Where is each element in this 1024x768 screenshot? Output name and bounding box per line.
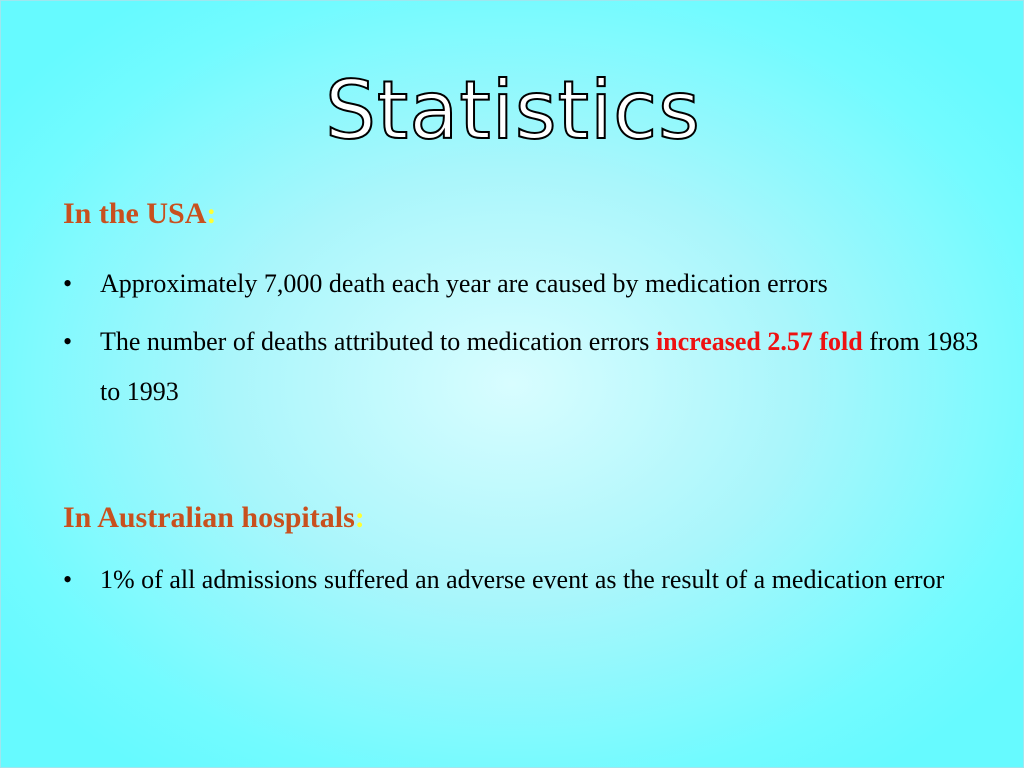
bullet-text: Approximately 7,000 death each year are caused by medication errors (100, 269, 828, 298)
section-heading-australia (63, 500, 365, 536)
bullet-item-usa-increase (63, 317, 983, 417)
bullet-text-after: from 1983 to 1993 (100, 327, 979, 406)
section-heading-australia-colon: : (354, 501, 365, 534)
bullet-text (100, 317, 983, 417)
bullet-marker: • (63, 269, 73, 298)
bullet-item-usa-deaths (63, 259, 983, 309)
section-heading-usa (63, 196, 216, 232)
bullet-text-before: The number of deaths attributed to medication errors (100, 327, 656, 356)
section-heading-usa-label: In the USA (63, 197, 207, 230)
bullet-marker: • (63, 327, 73, 356)
bullet-marker: • (63, 565, 73, 594)
bullet-text: 1% of all admissions suffered an adverse event as the result of a medication error (100, 565, 945, 594)
bullet-item-australia-admissions (63, 555, 983, 605)
bullet-highlight: increased 2.57 fold (655, 327, 863, 356)
slide-title: Statistics (325, 64, 701, 157)
section-heading-usa-colon: : (206, 197, 217, 230)
section-heading-australia-label: In Australian hospitals (63, 501, 355, 534)
